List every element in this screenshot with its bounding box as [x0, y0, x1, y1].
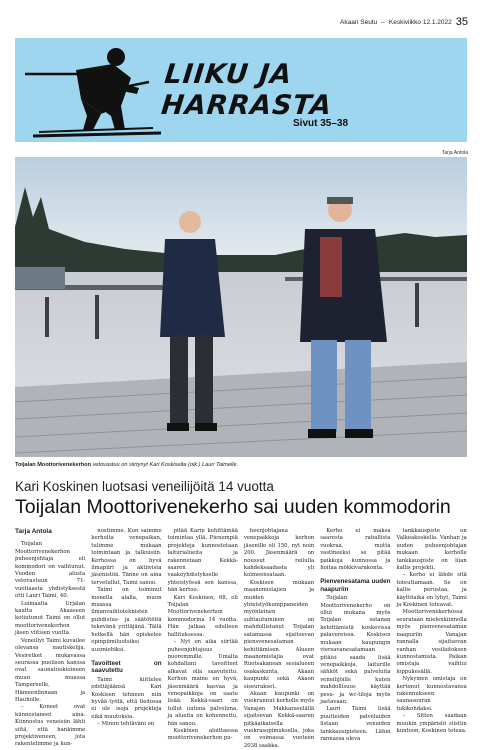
paragraph: Toijalan Moottorivenekerho on ollut mukana myös Toijalan satanan kehittämistä koskevissa palavereissa. Koskisen mukaan kaupungin viersavanesatamaan pitäisi saada lisää venepaikkoja, laiturille sähköt sekä palveluita veneilijöille kuten mahdollisuus käyttää pesu- ja wc-tiloja myös jaetavaan. [320, 595, 391, 705]
paragraph: Taimi kiittelee edeltäjäänsä Kari Koskisen tehneen niin hyvää työtä, että tiedossa ei ole isoja projekteja eikä muutoksia. [91, 676, 162, 720]
section-title: LIIKU JA HARRASTA [159, 59, 334, 121]
photo-caption [15, 462, 467, 468]
paragraph: – Minun tehtäväni on [97, 721, 155, 728]
paragraph: – Kerho ei lähde sitä toteuttamaan. Se on kallis perustaa, ja käyttöaika on lyhyt, Taimi ja Koskinen toteavat. [396, 572, 467, 609]
paragraph: Lauri Taimi lisää puutteiden palveluiden listaan veneiden tankkausipisteen. Lähin rannassa oleva [320, 706, 391, 742]
paragraph: Taimi on toiminut monella alalla, muun muassa ilmanvaihtoteknisten puhdistus- ja säätötöitä tekevänä yrittäjänä. Tällä hetkellä hän opiskelee opinpiimiluotsiksi uusmiehiksi. [91, 587, 162, 653]
section-pages: Sivut 35–38 [293, 118, 349, 129]
subheading: Pienvenesatama uuden naapuriin [320, 578, 391, 593]
paragraph: nostimme. Kun saimme kerholta venepaikan, tulimme mukaan toimintaan ja talkoisiin. Kerhossa on hyvä ilmapiiri ja aktiivista jäsenistöä. Tänne on aina tervetullut, Taimi sanoo. [91, 528, 162, 586]
article-column-5 [320, 528, 391, 742]
paragraph: Moottorivenekerhossa seurataan mielenkiinnolla myös pienvenesataman naapuriin Vanajan rannalla sijaitsevan vanhan vesilaitoksen kunnostamista. Paikan omistaja vaihtui loppukesällä. [396, 609, 467, 675]
article-column-6 [396, 528, 467, 734]
paragraph: Koskisen mukaan maanomistajien ja muiden yhteistyökumppaneiden myönteinen suhtautuminen on mahdollistanut Toijalan satamassa sijaitsevan piensvenesataman kehittämisen. Alueen maanomistajia ovat Ruotsakansan sesialueen osakaskunta, Akaan kaupunki sekä Akaon siseurakset. [243, 579, 315, 690]
paragraph: Koskinen aloittaessa moottorivenekerhon pu- [167, 727, 238, 742]
paragraph: Loimaalta Urjalan kautta Akaaseen kotiutunut Taimi on ollut moottorivenekerhon jäsen viitisen vuotta. [15, 600, 86, 637]
paragraph: Toijalan Moottorivenekerhon puheenjohtaja eli kommodori on vaihtunut. Vuoden alusta vetovastuun 71-vuotiaasta yhdistyksestä otti Lauri Taimi, 40. [15, 541, 86, 600]
photo-credit: Tarja Antola [441, 150, 468, 156]
paragraph: Veneillyt Taimi kuvailee olevansa nautiskelija. Vesiretket mukavassa seurassa puolison kanssa ovat saunatuokioineen muun muassa Tampereelle, Hämeenlinnaan ja Hauholle. [15, 637, 86, 703]
caption-text: vetovastuu on siirtynyt Kari Koskiselta (oik.) Lauri Taimelle. [91, 462, 239, 468]
paragraph: heenjohtajana venepaikkoja kerhon jäsenille oli 150, nyt noin 200. Jäsenmäärä on noussut reilulla kahdeksaadasta yli kolmeensataan. [243, 528, 315, 579]
byline: Tarja Antola [15, 528, 52, 535]
article-photo [15, 157, 467, 457]
caption-bold: Toijalan Moottorivenekerhon [15, 462, 92, 468]
article-column-3 [167, 528, 238, 742]
section-banner [15, 38, 467, 142]
article-column-2 [91, 528, 162, 728]
paragraph: Nykyinen omistaja on kertonut kunnostavansa rakennukseen saunaseuran tukikohdaksi. [396, 676, 467, 712]
paragraph: – Sitten saadaan muukin ympäristö siistiin kuntoon, Koskinen toteaa. [396, 713, 467, 734]
article-headline: Toijalan Moottorivenekerho sai uuden kommodorin [15, 496, 451, 518]
subheading: Tavoitteet on saavutettu [91, 659, 162, 675]
page-number: 35 [455, 16, 468, 28]
paragraph: Akaan kaupunki on vuokrannut kerholle myös Vanajan Makkaraselällä sijaitsevan Kekkä-saaren pitkäaikaisella vuokrasopimuksella, joka on voimassa vuoteen 2038 saakka. [243, 690, 315, 749]
paper-name: Akaan Seutu [340, 18, 378, 26]
paragraph: – Koneet ovat kiinnostaneet aina. Kiinnostus veneisiin lähti siitä, että hankimme projektiveneen, jota rakentelimme ja kun- [15, 704, 86, 748]
issue-date: Keskiviikko 12.1.2022 [388, 18, 452, 26]
paragraph: pitää Karin kehittämää toimintaa yllä. Pienempiä projekteja kunnostetaan laiturialueita ja rakennetaan Kekkä-saaren vaakeyhdistykselle yhteistyössä sen kanssa, hän kertoo. [167, 528, 238, 594]
article-column-1 [15, 528, 86, 748]
paragraph: tankkauspiste on Valkeakoskella. Vanhan ja uuden puheenjohtajan mukaan kerholle tankkauspiste on liian kallis projekti. [396, 528, 467, 572]
article-kicker: Kari Koskinen luotsasi veneilijöitä 14 vuotta [15, 479, 274, 494]
article-body [15, 528, 467, 749]
masthead [340, 16, 468, 28]
skier-icon [21, 44, 166, 142]
masthead-separator: – [381, 18, 385, 26]
paragraph: – Nyt on aika siirtää puheenjohtajuus nuoremmille. Umalta kohdaltani tavoitteet alkavat olla saavutettu. Kerhon maine on hyvä, jäsenmäärä kasvaa ja venepaikkoja on saatu lisää. Kekkä-saari on tullut uutena palveluna, ja alueita on kohennettu, hän sanoo. [167, 639, 238, 727]
article-column-4 [243, 528, 315, 749]
paragraph: Kerho ei maksa saaresta rahallista vuokraa, mutta vastineeksi se pitää paikkoja kunnossa ja hoitaa mökkivarakonta. [320, 528, 391, 572]
paragraph: Kari Koskinen, 68, oli Toijalan Moottorivenekerhon kommodorina 14 vuotta. Hän jatkaa edelleen hallituksessa. [167, 594, 238, 638]
